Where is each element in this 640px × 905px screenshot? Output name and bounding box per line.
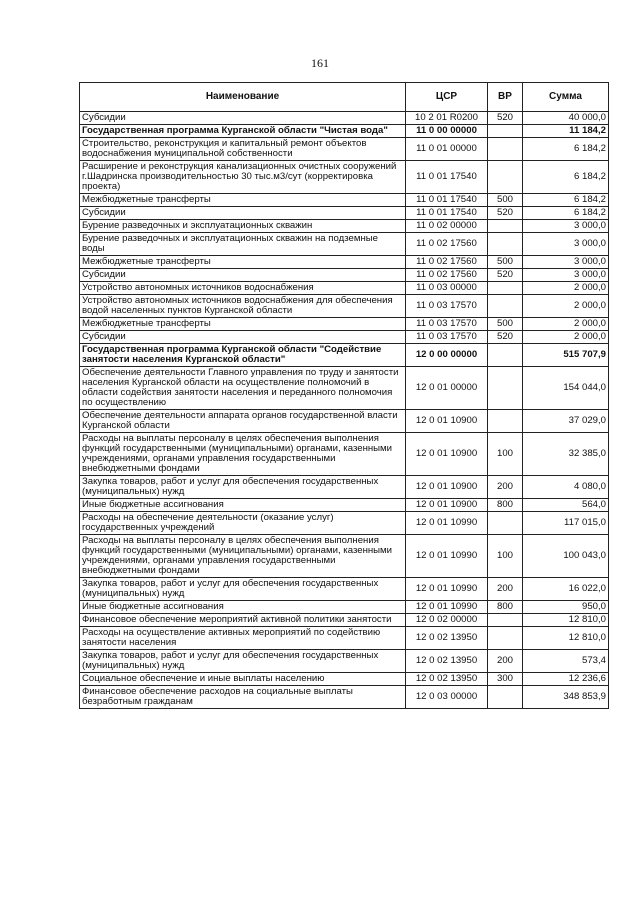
table-header-row — [80, 83, 609, 112]
cell-vr: 800 — [488, 499, 523, 512]
cell-vr: 500 — [488, 318, 523, 331]
table-row — [80, 125, 609, 138]
cell-name: Бурение разведочных и эксплуатационных скважин на подземные воды — [80, 233, 406, 256]
cell-sum: 515 707,9 — [523, 344, 609, 367]
cell-name: Межбюджетные трансферты — [80, 256, 406, 269]
table-row — [80, 673, 609, 686]
cell-sum: 564,0 — [523, 499, 609, 512]
cell-vr: 200 — [488, 476, 523, 499]
cell-name: Межбюджетные трансферты — [80, 318, 406, 331]
cell-sum: 6 184,2 — [523, 161, 609, 194]
cell-csr: 12 0 03 00000 — [406, 686, 488, 709]
table-row — [80, 512, 609, 535]
cell-vr — [488, 410, 523, 433]
cell-name: Иные бюджетные ассигнования — [80, 499, 406, 512]
cell-vr: 500 — [488, 256, 523, 269]
cell-csr: 12 0 02 13950 — [406, 627, 488, 650]
cell-csr: 11 0 01 17540 — [406, 161, 488, 194]
table-row — [80, 499, 609, 512]
cell-sum: 40 000,0 — [523, 112, 609, 125]
cell-csr: 12 0 00 00000 — [406, 344, 488, 367]
table-row — [80, 614, 609, 627]
cell-name: Обеспечение деятельности аппарата органов государственной власти Курганской области — [80, 410, 406, 433]
cell-csr: 12 0 01 10990 — [406, 601, 488, 614]
cell-vr — [488, 367, 523, 410]
cell-csr: 12 0 02 13950 — [406, 650, 488, 673]
cell-vr: 520 — [488, 112, 523, 125]
cell-vr — [488, 627, 523, 650]
cell-csr: 12 0 01 00000 — [406, 367, 488, 410]
header-csr: ЦСР — [406, 83, 488, 112]
cell-csr: 12 0 01 10900 — [406, 433, 488, 476]
cell-csr: 11 0 01 17540 — [406, 207, 488, 220]
table-row — [80, 318, 609, 331]
cell-sum: 3 000,0 — [523, 233, 609, 256]
cell-csr: 11 0 03 17570 — [406, 331, 488, 344]
cell-csr: 11 0 01 17540 — [406, 194, 488, 207]
cell-csr: 12 0 01 10900 — [406, 410, 488, 433]
cell-sum: 2 000,0 — [523, 282, 609, 295]
cell-vr — [488, 686, 523, 709]
cell-vr: 520 — [488, 269, 523, 282]
cell-name: Субсидии — [80, 112, 406, 125]
cell-name: Закупка товаров, работ и услуг для обеспечения государственных (муниципальных) нужд — [80, 476, 406, 499]
cell-name: Устройство автономных источников водоснабжения — [80, 282, 406, 295]
cell-sum: 950,0 — [523, 601, 609, 614]
cell-sum: 6 184,2 — [523, 138, 609, 161]
page-number: 161 — [311, 56, 329, 70]
table-body — [80, 112, 609, 709]
cell-name: Финансовое обеспечение мероприятий активной политики занятости — [80, 614, 406, 627]
cell-name: Обеспечение деятельности Главного управления по труду и занятости населения Курганской области на осуществление полномочий в области содействия занятости населения и переданного полномочия по осуществлению — [80, 367, 406, 410]
table-row — [80, 433, 609, 476]
cell-csr: 12 0 01 10990 — [406, 512, 488, 535]
cell-sum: 573,4 — [523, 650, 609, 673]
cell-vr — [488, 138, 523, 161]
cell-vr: 800 — [488, 601, 523, 614]
table-row — [80, 650, 609, 673]
table-row — [80, 578, 609, 601]
cell-vr — [488, 295, 523, 318]
cell-sum: 6 184,2 — [523, 207, 609, 220]
cell-vr: 100 — [488, 433, 523, 476]
cell-name: Расширение и реконструкция канализационных очистных сооружений г.Шадринска производительностью 30 тыс.м3/сут (корректировка проекта) — [80, 161, 406, 194]
cell-name: Иные бюджетные ассигнования — [80, 601, 406, 614]
cell-sum: 154 044,0 — [523, 367, 609, 410]
cell-sum: 37 029,0 — [523, 410, 609, 433]
cell-vr — [488, 282, 523, 295]
cell-vr: 200 — [488, 578, 523, 601]
cell-sum: 3 000,0 — [523, 220, 609, 233]
table-row — [80, 535, 609, 578]
cell-csr: 11 0 02 17560 — [406, 269, 488, 282]
header-vr: ВР — [488, 83, 523, 112]
cell-sum: 6 184,2 — [523, 194, 609, 207]
table-row — [80, 601, 609, 614]
cell-sum: 348 853,9 — [523, 686, 609, 709]
cell-name: Расходы на выплаты персоналу в целях обеспечения выполнения функций государственными (муниципальными) органами, казенными учреждениями, органами управления государственными внебюджетными фондами — [80, 535, 406, 578]
cell-name: Субсидии — [80, 269, 406, 282]
cell-name: Расходы на осуществление активных мероприятий по содействию занятости населения — [80, 627, 406, 650]
cell-sum: 3 000,0 — [523, 256, 609, 269]
cell-sum: 16 022,0 — [523, 578, 609, 601]
cell-name: Социальное обеспечение и иные выплаты населению — [80, 673, 406, 686]
cell-csr: 11 0 01 00000 — [406, 138, 488, 161]
cell-sum: 3 000,0 — [523, 269, 609, 282]
cell-vr — [488, 220, 523, 233]
cell-name: Субсидии — [80, 207, 406, 220]
cell-sum: 12 810,0 — [523, 627, 609, 650]
table-row — [80, 161, 609, 194]
table-row — [80, 256, 609, 269]
cell-name: Устройство автономных источников водоснабжения для обеспечения водой населенных пунктов Курганской области — [80, 295, 406, 318]
table-row — [80, 295, 609, 318]
table-row — [80, 112, 609, 125]
cell-vr: 520 — [488, 207, 523, 220]
cell-name: Расходы на выплаты персоналу в целях обеспечения выполнения функций государственными (муниципальными) органами, казенными учреждениями, органами управления государственными внебюджетными фондами — [80, 433, 406, 476]
cell-name: Межбюджетные трансферты — [80, 194, 406, 207]
cell-csr: 12 0 01 10990 — [406, 535, 488, 578]
cell-csr: 12 0 01 10990 — [406, 578, 488, 601]
cell-csr: 10 2 01 R0200 — [406, 112, 488, 125]
cell-sum: 2 000,0 — [523, 331, 609, 344]
table-row — [80, 269, 609, 282]
cell-name: Государственная программа Курганской области "Содействие занятости населения Курганской области" — [80, 344, 406, 367]
cell-vr — [488, 344, 523, 367]
cell-csr: 11 0 03 17570 — [406, 295, 488, 318]
cell-vr: 500 — [488, 194, 523, 207]
cell-sum: 100 043,0 — [523, 535, 609, 578]
cell-vr: 100 — [488, 535, 523, 578]
cell-csr: 12 0 02 00000 — [406, 614, 488, 627]
cell-sum: 32 385,0 — [523, 433, 609, 476]
table-row — [80, 220, 609, 233]
cell-sum: 2 000,0 — [523, 295, 609, 318]
table-row — [80, 138, 609, 161]
cell-csr: 11 0 02 17560 — [406, 233, 488, 256]
cell-name: Закупка товаров, работ и услуг для обеспечения государственных (муниципальных) нужд — [80, 578, 406, 601]
cell-vr — [488, 161, 523, 194]
table-row — [80, 233, 609, 256]
cell-vr — [488, 614, 523, 627]
table-row — [80, 367, 609, 410]
cell-name: Закупка товаров, работ и услуг для обеспечения государственных (муниципальных) нужд — [80, 650, 406, 673]
cell-vr: 300 — [488, 673, 523, 686]
header-sum: Сумма — [523, 83, 609, 112]
table-row — [80, 627, 609, 650]
table-row — [80, 207, 609, 220]
cell-name: Расходы на обеспечение деятельности (оказание услуг) государственных учреждений — [80, 512, 406, 535]
table-row — [80, 344, 609, 367]
cell-sum: 11 184,2 — [523, 125, 609, 138]
budget-table — [79, 82, 609, 709]
cell-sum: 4 080,0 — [523, 476, 609, 499]
cell-csr: 12 0 01 10900 — [406, 499, 488, 512]
table-row — [80, 686, 609, 709]
cell-csr: 12 0 01 10900 — [406, 476, 488, 499]
cell-name: Бурение разведочных и эксплуатационных скважин — [80, 220, 406, 233]
table-row — [80, 194, 609, 207]
table-row — [80, 282, 609, 295]
cell-vr — [488, 125, 523, 138]
cell-name: Финансовое обеспечение расходов на социальные выплаты безработным гражданам — [80, 686, 406, 709]
cell-vr: 200 — [488, 650, 523, 673]
cell-name: Государственная программа Курганской области "Чистая вода" — [80, 125, 406, 138]
cell-csr: 11 0 02 17560 — [406, 256, 488, 269]
cell-sum: 117 015,0 — [523, 512, 609, 535]
cell-csr: 11 0 03 00000 — [406, 282, 488, 295]
table-row — [80, 331, 609, 344]
cell-sum: 12 810,0 — [523, 614, 609, 627]
header-name: Наименование — [80, 83, 406, 112]
cell-name: Строительство, реконструкция и капитальный ремонт объектов водоснабжения муниципальной собственности — [80, 138, 406, 161]
cell-vr: 520 — [488, 331, 523, 344]
cell-csr: 12 0 02 13950 — [406, 673, 488, 686]
cell-csr: 11 0 03 17570 — [406, 318, 488, 331]
cell-csr: 11 0 02 00000 — [406, 220, 488, 233]
cell-sum: 2 000,0 — [523, 318, 609, 331]
cell-vr — [488, 512, 523, 535]
cell-sum: 12 236,6 — [523, 673, 609, 686]
cell-name: Субсидии — [80, 331, 406, 344]
table-row — [80, 476, 609, 499]
cell-csr: 11 0 00 00000 — [406, 125, 488, 138]
table-row — [80, 410, 609, 433]
cell-vr — [488, 233, 523, 256]
